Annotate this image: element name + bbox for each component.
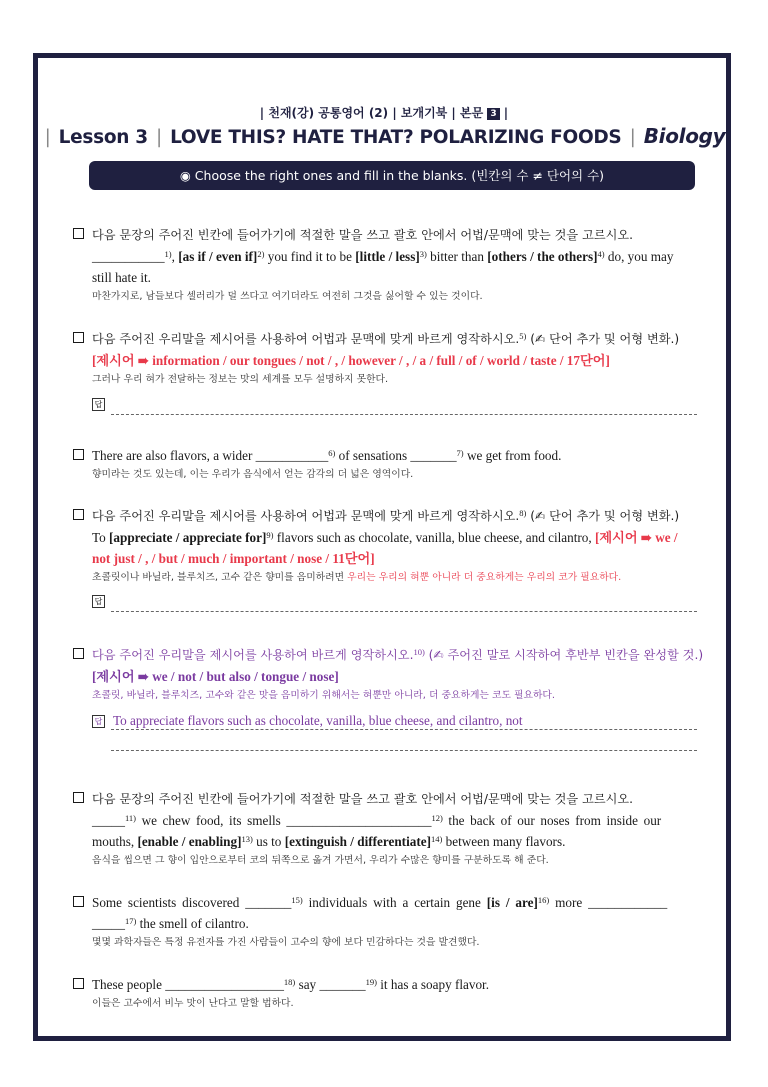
korean-translation: 이들은 고수에서 비누 맛이 난다고 말할 법하다. <box>92 998 294 1009</box>
lesson-label: Lesson 3 <box>58 127 148 148</box>
answer-line[interactable] <box>73 395 697 417</box>
checkbox[interactable] <box>73 449 84 460</box>
korean-translation: 향미라는 것도 있는데, 이는 우리가 음식에서 얻는 감각의 더 넓은 영역이다. <box>92 469 414 480</box>
question-8: These people __________________$^{18)}$ say _______$^{19)}$ it has a soapy flavor. 이들은 고수에서 비누 맛이 난다고 말할 법하다. <box>73 974 697 1013</box>
answer-mark-icon: 답 <box>92 398 105 411</box>
checkbox[interactable] <box>73 228 84 239</box>
keyword-hint: [제시어 ➠ we / <box>595 530 678 545</box>
question-5: 다음 주어진 우리말을 제시어를 사용하여 바르게 영작하시오.$^{10)}$ (✍ 주어진 말로 시작하여 후반부 빈칸을 완성할 것.) [제시어 ➠ we / not / but also / tongue / nose] 초콜릿, 바닐라, 블루치즈, 고수와 같은 맛을 음미하기 위해서는 혀뿐만 아니라, 더 중요하게는 코도 필요하다. 답 To appreciate flavors such as chocolate, vanilla, blue cheese, and cilantro, not <box>73 644 697 751</box>
question-3: There are also flavors, a wider ___________$^{6)}$ of sensations _______$^{7)}$ we get from food. 향미라는 것도 있는데, 이는 우리가 음식에서 얻는 감각의 더 넓은 영역이다. <box>73 445 697 484</box>
checkbox[interactable] <box>73 509 84 520</box>
instruction-banner: ◉ Choose the right ones and fill in the blanks. (빈칸의 수 ≠ 단어의 수) <box>89 161 695 190</box>
answer-mark-icon: 답 <box>92 595 105 608</box>
checkbox[interactable] <box>73 332 84 343</box>
answer-start-text: To appreciate flavors such as chocolate, vanilla, blue cheese, and cilantro, not <box>113 713 523 728</box>
answer-line[interactable] <box>73 592 697 614</box>
answer-mark-icon: 답 <box>92 715 105 728</box>
question-7: Some scientists discovered _______$^{15)}$ individuals with a certain gene [is / are]$^{16)}$ more ____________ _____$^{17)}$ the smell of cilantro. 몇몇 과학자들은 특정 유전자를 가진 사람들이 고수의 향에 보다 민감하다는 것을 발견했다. <box>73 892 697 952</box>
checkbox[interactable] <box>73 792 84 803</box>
course-info: | 천재(강) 공통영어 (2) | 보개기북 | 본문 3 | <box>259 106 509 120</box>
question-sentence: ___________$^{1)}$, [as if / even if]$^{2)}$ you find it to be [little / less]$^{3)}$ bitter than [others / the others]$^{4)}$ do, you may <box>92 249 674 264</box>
subject-label: Biology <box>643 124 726 148</box>
korean-translation: 초콜릿, 바닐라, 블루치즈, 고수와 같은 맛을 음미하기 위해서는 혀뿐만 아니라, 더 중요하게는 코도 필요하다. <box>92 690 555 701</box>
answer-line-2[interactable] <box>111 732 697 751</box>
question-6: 다음 문장의 주어진 빈칸에 들어가기에 적절한 말을 쓰고 괄호 안에서 어법/문맥에 맞는 것을 고르시오. _____$^{11)}$ we chew food, its smells ______________________$^{12)}$ the back of our noses from inside our mouths, [enable / enabling]$^{13)}$ us to [extinguish / differentiate]$^{14)}$ between many flavors. 음식을 씹으면 그 향이 입안으로부터 코의 뒤쪽으로 옮겨 가면서, 우리가 수많은 향미를 구분하도록 해 준다. <box>73 788 697 870</box>
checkbox[interactable] <box>73 648 84 659</box>
lesson-part-badge: 3 <box>487 108 499 120</box>
korean-translation: 초콜릿이나 바닐라, 블루치즈, 고수 같은 향미를 음미하려면 우리는 우리의 혀뿐 아니라 더 중요하게는 우리의 코가 필요하다. <box>92 572 622 583</box>
keyword-hint: [제시어 ➠ information / our tongues / not / , / however / , / a / full / of / world / taste / 17단어] <box>92 353 610 368</box>
checkbox[interactable] <box>73 896 84 907</box>
korean-translation: 그러나 우리 혀가 전달하는 정보는 맛의 세계를 모두 설명하지 못한다. <box>92 374 389 385</box>
question-4: 다음 주어진 우리말을 제시어를 사용하여 어법과 문맥에 맞게 바르게 영작하시오.$^{8)}$ (✍ 단어 추가 및 어형 변화.) To [appreciate / appreciate for]$^{9)}$ flavors such as chocolate, vanilla, blue cheese, and cilantro, [제시어 ➠ we / not just / , / but / much / important / nose / 11단어] 초콜릿이나 바닐라, 블루치즈, 고수 같은 향미를 음미하려면 우리는 우리의 혀뿐 아니라 더 중요하게는 우리의 코가 필요하다. 답 <box>73 505 697 614</box>
checkbox[interactable] <box>73 978 84 989</box>
korean-translation: 마찬가지로, 남들보다 셀러리가 덜 쓰다고 여기더라도 여전히 그것을 싫어할 수 있는 것이다. <box>92 291 483 302</box>
korean-translation: 몇몇 과학자들은 특정 유전자를 가진 사람들이 고수의 향에 보다 민감하다는 것을 발견했다. <box>92 937 480 948</box>
keyword-hint: [제시어 ➠ we / not / but also / tongue / nose] <box>92 669 339 684</box>
answer-line[interactable] <box>73 710 697 732</box>
question-prompt: 다음 문장의 주어진 빈칸에 들어가기에 적절한 말을 쓰고 괄호 안에서 어법/문맥에 맞는 것을 고르시오. <box>92 228 634 242</box>
question-2: 다음 주어진 우리말을 제시어를 사용하여 어법과 문맥에 맞게 바르게 영작하시오.$^{5)}$ (✍ 단어 추가 및 어형 변화.) [제시어 ➠ information / our tongues / not / , / however / , / a / full / of / world / taste / 17단어] 그러나 우리 혀가 전달하는 정보는 맛의 세계를 모두 설명하지 못한다. 답 <box>73 328 697 417</box>
korean-translation: 음식을 씹으면 그 향이 입안으로부터 코의 뒤쪽으로 옮겨 가면서, 우리가 수많은 향미를 구분하도록 해 준다. <box>92 855 549 866</box>
page-title: | Lesson 3 | LOVE THIS? HATE THAT? POLARIZING FOODS | Biology <box>44 124 726 148</box>
question-1: 다음 문장의 주어진 빈칸에 들어가기에 적절한 말을 쓰고 괄호 안에서 어법/문맥에 맞는 것을 고르시오. ___________$^{1)}$, [as if / even if]$^{2)}$ you find it to be [little / less]$^{3)}$ bitter than [others / the others]$^{4)}$ do, you may still hate it. 마찬가지로, 남들보다 셀러리가 덜 쓰다고 여기더라도 여전히 그것을 싫어할 수 있는 것이다. <box>73 224 697 306</box>
lesson-title: LOVE THIS? HATE THAT? POLARIZING FOODS <box>170 127 622 148</box>
